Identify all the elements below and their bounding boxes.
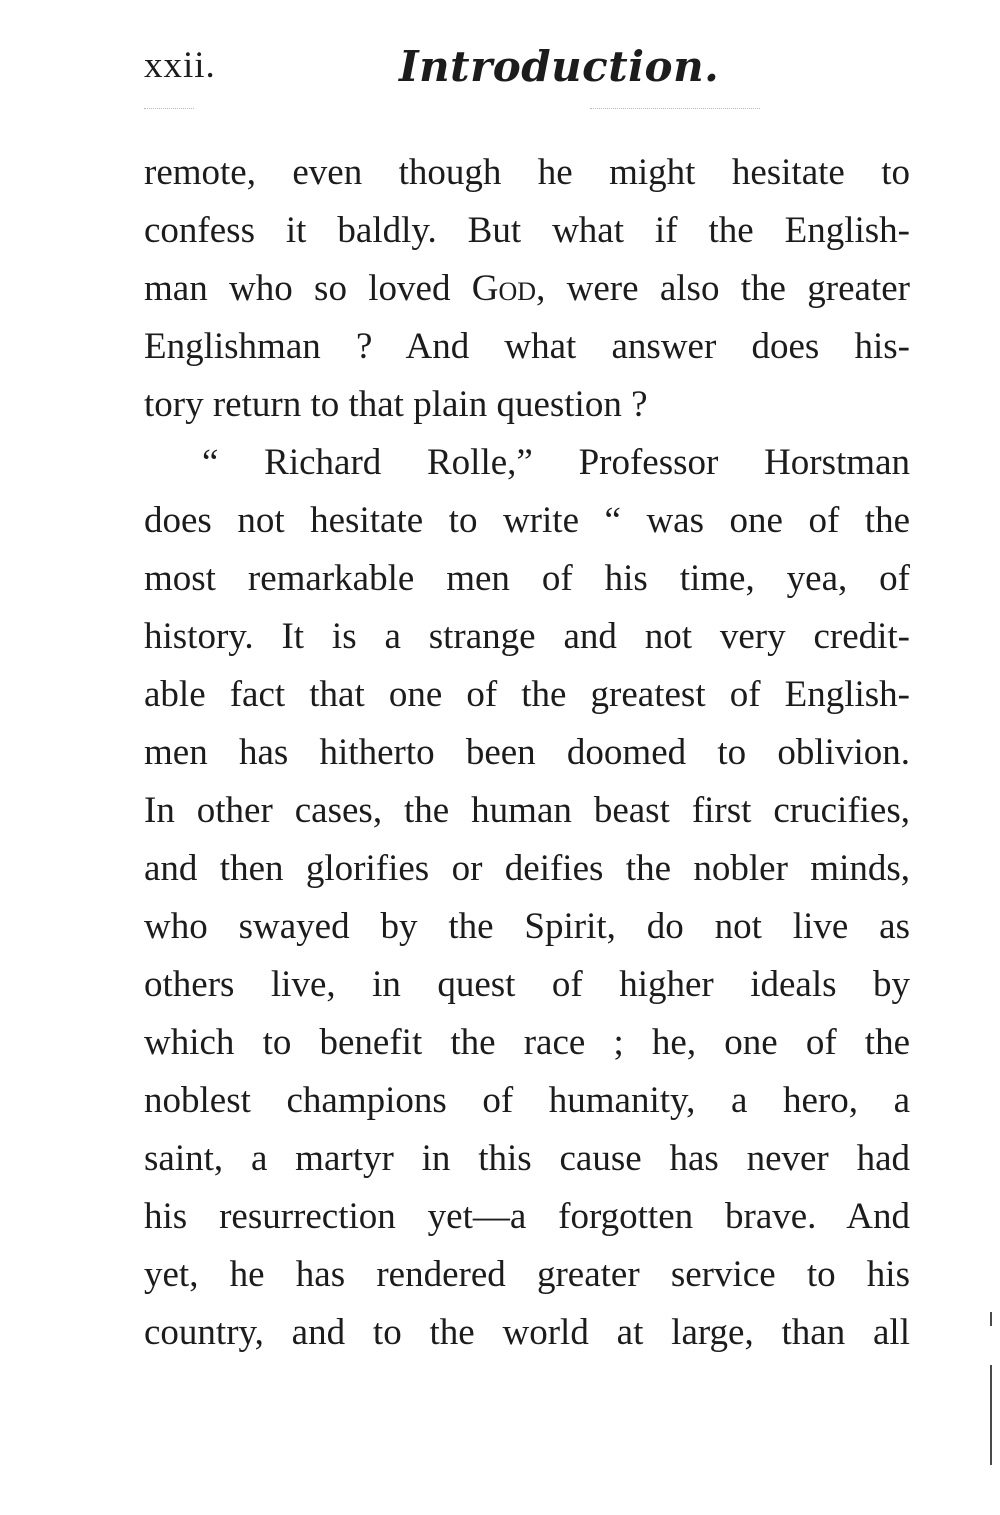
scan-edge-mark: [990, 1365, 992, 1465]
text-line-with-smallcaps: [144, 260, 910, 318]
text-line: country, and to the world at large, than all: [144, 1312, 910, 1353]
text-line: most remarkable men of his time, yea, of: [144, 558, 910, 599]
text-line: men has hitherto been doomed to oblivion.: [144, 732, 910, 773]
text-line: saint, a martyr in this cause has never had: [144, 1138, 910, 1179]
text-line: In other cases, the human beast first crucifies,: [144, 790, 910, 831]
body-text: [144, 144, 910, 1362]
text-line: who swayed by the Spirit, do not live as: [144, 906, 910, 947]
text-line: which to benefit the race ; he, one of the: [144, 1022, 910, 1063]
text-line: yet, he has rendered greater service to his: [144, 1254, 910, 1295]
page-number: xxii.: [144, 45, 216, 86]
text-line: his resurrection yet—a forgotten brave. And: [144, 1196, 910, 1237]
text-line: noblest champions of humanity, a hero, a: [144, 1080, 910, 1121]
smallcaps-word: God: [471, 268, 537, 309]
text-line: does not hesitate to write “ was one of the: [144, 500, 910, 541]
text-line: Englishman ? And what answer does his-: [144, 326, 910, 367]
text-line: history. It is a strange and not very credit-: [144, 616, 910, 657]
running-head: [144, 42, 910, 102]
text-line: confess it baldly. But what if the English-: [144, 210, 910, 251]
header-rule-left: [144, 108, 194, 111]
text-line: others live, in quest of higher ideals by: [144, 964, 910, 1005]
scan-edge-mark: [990, 1312, 992, 1326]
text-line: “ Richard Rolle,” Professor Horstman: [202, 442, 910, 483]
paragraph-2: [144, 434, 910, 1362]
text-line: remote, even though he might hesitate to: [144, 152, 910, 193]
text-line: tory return to that plain question ?: [144, 384, 648, 425]
text-line: able fact that one of the greatest of English-: [144, 674, 910, 715]
text-fragment: , were also the greater: [536, 268, 910, 309]
header-rule-right: [590, 108, 760, 111]
text-line: and then glorifies or deifies the nobler minds,: [144, 848, 910, 889]
text-fragment: man who so loved: [144, 268, 472, 309]
paragraph-1: [144, 144, 910, 434]
chapter-title: Introduction.: [399, 42, 720, 91]
